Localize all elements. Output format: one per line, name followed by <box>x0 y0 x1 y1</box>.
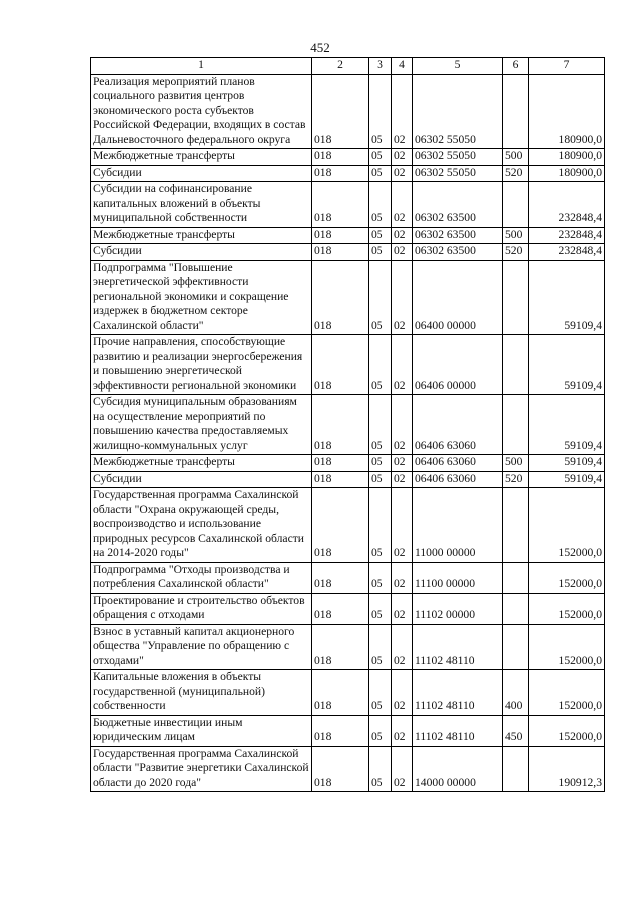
row-name-cell: Государственная программа Сахалинской области "Охрана окружающей среды, воспроизводство и использование природных ресурсов Сахалинской области на 2014-2020 годы" <box>91 488 312 563</box>
table-row <box>91 746 605 792</box>
row-subsection-cell: 02 <box>392 395 413 455</box>
row-expense-type-cell <box>503 488 529 563</box>
row-expense-type-cell: 450 <box>503 715 529 746</box>
row-expense-type-cell <box>503 335 529 395</box>
row-ministry-code-cell: 018 <box>312 165 369 182</box>
row-ministry-code-cell: 018 <box>312 746 369 792</box>
row-name-cell: Подпрограмма "Повышение энергетической эффективности региональной экономики и сокращение издержек в бюджетном секторе Сахалинской области" <box>91 260 312 335</box>
table-row <box>91 562 605 593</box>
row-subsection-cell: 02 <box>392 335 413 395</box>
budget-table <box>90 57 605 792</box>
row-ministry-code-cell: 018 <box>312 244 369 261</box>
row-target-article-cell: 11102 00000 <box>413 593 503 624</box>
row-name-cell: Субсидии <box>91 244 312 261</box>
row-target-article-cell: 14000 00000 <box>413 746 503 792</box>
row-ministry-code-cell: 018 <box>312 715 369 746</box>
row-amount-cell: 232848,4 <box>529 244 605 261</box>
header-cell-6: 6 <box>503 58 529 75</box>
row-subsection-cell: 02 <box>392 471 413 488</box>
row-target-article-cell: 11100 00000 <box>413 562 503 593</box>
row-section-cell: 05 <box>369 624 392 670</box>
row-target-article-cell: 06400 00000 <box>413 260 503 335</box>
row-amount-cell: 152000,0 <box>529 670 605 716</box>
header-row <box>91 58 605 75</box>
row-target-article-cell: 06406 63060 <box>413 395 503 455</box>
row-subsection-cell: 02 <box>392 593 413 624</box>
row-subsection-cell: 02 <box>392 227 413 244</box>
row-section-cell: 05 <box>369 562 392 593</box>
row-section-cell: 05 <box>369 149 392 166</box>
row-subsection-cell: 02 <box>392 149 413 166</box>
row-name-cell: Субсидии на софинансирование капитальных вложений в объекты муниципальной собственности <box>91 182 312 228</box>
row-name-cell: Бюджетные инвестиции иным юридическим лицам <box>91 715 312 746</box>
row-subsection-cell: 02 <box>392 165 413 182</box>
row-target-article-cell: 06302 55050 <box>413 165 503 182</box>
row-ministry-code-cell: 018 <box>312 260 369 335</box>
row-section-cell: 05 <box>369 471 392 488</box>
row-amount-cell: 180900,0 <box>529 149 605 166</box>
row-ministry-code-cell: 018 <box>312 670 369 716</box>
table-row <box>91 227 605 244</box>
row-subsection-cell: 02 <box>392 715 413 746</box>
row-ministry-code-cell: 018 <box>312 335 369 395</box>
table-row <box>91 488 605 563</box>
row-section-cell: 05 <box>369 455 392 472</box>
row-name-cell: Взнос в уставный капитал акционерного общества "Управление по обращению с отходами" <box>91 624 312 670</box>
row-name-cell: Проектирование и строительство объектов обращения с отходами <box>91 593 312 624</box>
table-row <box>91 395 605 455</box>
row-amount-cell: 152000,0 <box>529 593 605 624</box>
row-ministry-code-cell: 018 <box>312 182 369 228</box>
row-expense-type-cell: 500 <box>503 455 529 472</box>
row-ministry-code-cell: 018 <box>312 455 369 472</box>
table-row <box>91 715 605 746</box>
row-amount-cell: 232848,4 <box>529 227 605 244</box>
row-amount-cell: 232848,4 <box>529 182 605 228</box>
row-section-cell: 05 <box>369 488 392 563</box>
row-target-article-cell: 11102 48110 <box>413 715 503 746</box>
table-row <box>91 593 605 624</box>
row-name-cell: Реализация мероприятий планов социального развития центров экономического роста субъектов Российской Федерации, входящих в состав Дальневосточного федерального округа <box>91 74 312 149</box>
row-target-article-cell: 06302 63500 <box>413 244 503 261</box>
row-amount-cell: 59109,4 <box>529 455 605 472</box>
table-row <box>91 335 605 395</box>
row-expense-type-cell: 500 <box>503 227 529 244</box>
row-amount-cell: 152000,0 <box>529 562 605 593</box>
row-expense-type-cell <box>503 182 529 228</box>
row-amount-cell: 190912,3 <box>529 746 605 792</box>
row-ministry-code-cell: 018 <box>312 562 369 593</box>
row-subsection-cell: 02 <box>392 455 413 472</box>
row-section-cell: 05 <box>369 244 392 261</box>
row-subsection-cell: 02 <box>392 670 413 716</box>
row-amount-cell: 59109,4 <box>529 395 605 455</box>
row-subsection-cell: 02 <box>392 562 413 593</box>
row-amount-cell: 180900,0 <box>529 74 605 149</box>
row-expense-type-cell <box>503 746 529 792</box>
row-subsection-cell: 02 <box>392 488 413 563</box>
row-expense-type-cell: 400 <box>503 670 529 716</box>
row-section-cell: 05 <box>369 165 392 182</box>
row-expense-type-cell: 520 <box>503 244 529 261</box>
row-expense-type-cell: 520 <box>503 165 529 182</box>
row-subsection-cell: 02 <box>392 624 413 670</box>
row-expense-type-cell: 500 <box>503 149 529 166</box>
table-row <box>91 149 605 166</box>
row-target-article-cell: 06302 63500 <box>413 227 503 244</box>
row-expense-type-cell <box>503 74 529 149</box>
row-target-article-cell: 11000 00000 <box>413 488 503 563</box>
row-name-cell: Межбюджетные трансферты <box>91 455 312 472</box>
table-row <box>91 260 605 335</box>
row-section-cell: 05 <box>369 260 392 335</box>
row-amount-cell: 59109,4 <box>529 260 605 335</box>
row-section-cell: 05 <box>369 335 392 395</box>
row-amount-cell: 180900,0 <box>529 165 605 182</box>
row-amount-cell: 59109,4 <box>529 471 605 488</box>
row-expense-type-cell <box>503 260 529 335</box>
row-name-cell: Субсидии <box>91 165 312 182</box>
header-cell-4: 4 <box>392 58 413 75</box>
table-row <box>91 455 605 472</box>
row-expense-type-cell <box>503 395 529 455</box>
row-section-cell: 05 <box>369 593 392 624</box>
table-row <box>91 165 605 182</box>
row-name-cell: Подпрограмма "Отходы производства и потребления Сахалинской области" <box>91 562 312 593</box>
row-ministry-code-cell: 018 <box>312 74 369 149</box>
row-ministry-code-cell: 018 <box>312 593 369 624</box>
table-row <box>91 244 605 261</box>
row-subsection-cell: 02 <box>392 74 413 149</box>
row-section-cell: 05 <box>369 74 392 149</box>
row-expense-type-cell <box>503 562 529 593</box>
row-name-cell: Субсидия муниципальным образованиям на осуществление мероприятий по повышению качества предоставляемых жилищно-коммунальных услуг <box>91 395 312 455</box>
row-ministry-code-cell: 018 <box>312 395 369 455</box>
row-subsection-cell: 02 <box>392 182 413 228</box>
header-cell-1: 1 <box>91 58 312 75</box>
row-ministry-code-cell: 018 <box>312 227 369 244</box>
table-body <box>91 58 605 792</box>
row-section-cell: 05 <box>369 670 392 716</box>
row-target-article-cell: 06406 00000 <box>413 335 503 395</box>
row-expense-type-cell <box>503 624 529 670</box>
row-amount-cell: 152000,0 <box>529 715 605 746</box>
row-expense-type-cell <box>503 593 529 624</box>
row-ministry-code-cell: 018 <box>312 488 369 563</box>
row-section-cell: 05 <box>369 395 392 455</box>
row-target-article-cell: 06406 63060 <box>413 455 503 472</box>
header-cell-2: 2 <box>312 58 369 75</box>
row-subsection-cell: 02 <box>392 244 413 261</box>
row-name-cell: Государственная программа Сахалинской области "Развитие энергетики Сахалинской области до 2020 года" <box>91 746 312 792</box>
row-name-cell: Межбюджетные трансферты <box>91 149 312 166</box>
row-name-cell: Капитальные вложения в объекты государственной (муниципальной) собственности <box>91 670 312 716</box>
table-row <box>91 624 605 670</box>
row-target-article-cell: 11102 48110 <box>413 670 503 716</box>
page-number: 452 <box>310 40 330 55</box>
table-row <box>91 670 605 716</box>
row-target-article-cell: 06302 55050 <box>413 149 503 166</box>
row-section-cell: 05 <box>369 182 392 228</box>
row-target-article-cell: 11102 48110 <box>413 624 503 670</box>
row-name-cell: Субсидии <box>91 471 312 488</box>
row-name-cell: Прочие направления, способствующие развитию и реализации энергосбережения и повышению энергетической эффективности региональной экономики <box>91 335 312 395</box>
row-amount-cell: 152000,0 <box>529 624 605 670</box>
row-subsection-cell: 02 <box>392 260 413 335</box>
header-cell-5: 5 <box>413 58 503 75</box>
row-expense-type-cell: 520 <box>503 471 529 488</box>
row-target-article-cell: 06302 55050 <box>413 74 503 149</box>
row-section-cell: 05 <box>369 227 392 244</box>
header-cell-3: 3 <box>369 58 392 75</box>
table-row <box>91 182 605 228</box>
row-amount-cell: 152000,0 <box>529 488 605 563</box>
row-ministry-code-cell: 018 <box>312 471 369 488</box>
row-section-cell: 05 <box>369 715 392 746</box>
row-ministry-code-cell: 018 <box>312 149 369 166</box>
row-ministry-code-cell: 018 <box>312 624 369 670</box>
table-row <box>91 74 605 149</box>
row-name-cell: Межбюджетные трансферты <box>91 227 312 244</box>
row-target-article-cell: 06302 63500 <box>413 182 503 228</box>
row-target-article-cell: 06406 63060 <box>413 471 503 488</box>
header-cell-7: 7 <box>529 58 605 75</box>
row-section-cell: 05 <box>369 746 392 792</box>
row-subsection-cell: 02 <box>392 746 413 792</box>
table-row <box>91 471 605 488</box>
row-amount-cell: 59109,4 <box>529 335 605 395</box>
